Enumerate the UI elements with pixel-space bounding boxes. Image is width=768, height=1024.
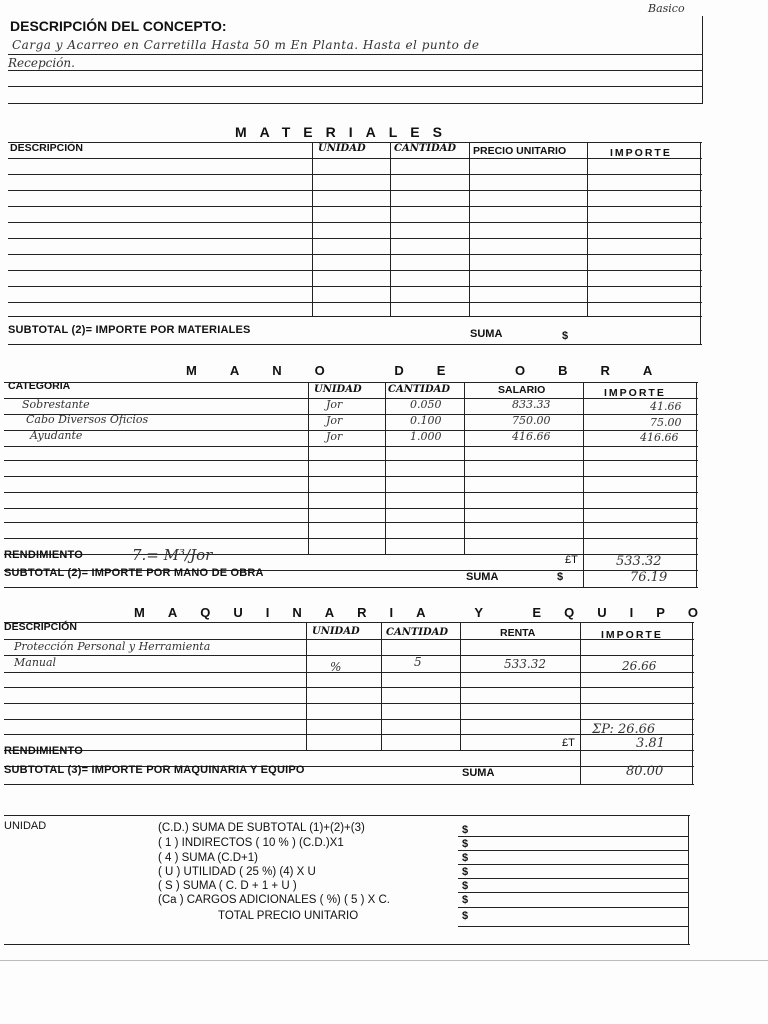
table-row-line — [4, 554, 698, 555]
col-divider — [385, 382, 386, 554]
maquinaria-suma-label: SUMA — [462, 767, 495, 779]
table-border — [4, 944, 690, 945]
mano-obra-suma-label: SUMA — [466, 571, 499, 583]
concept-text-line2: Recepción. — [8, 56, 75, 70]
col-divider — [688, 815, 689, 945]
resumen-currency: $ — [462, 894, 469, 906]
mano-obra-rendimiento-label: RENDIMIENTO — [4, 549, 84, 561]
materiales-currency: $ — [562, 330, 569, 342]
concept-heading: DESCRIPCIÓN DEL CONCEPTO: — [10, 18, 227, 34]
maquinaria-suma-value: 80.00 — [626, 764, 664, 779]
table-border — [4, 382, 698, 383]
value-line — [458, 864, 688, 865]
col-divider — [580, 622, 581, 784]
table-border — [4, 784, 694, 785]
table-row-line — [4, 398, 698, 399]
corner-note: Basico — [648, 2, 685, 15]
table-row-line — [4, 750, 694, 751]
table-row-line — [4, 522, 698, 523]
row-categoria: Sobrestante — [22, 398, 90, 411]
table-row-line — [4, 538, 698, 539]
table-row-line — [4, 719, 694, 720]
col-divider — [381, 622, 382, 750]
table-border — [4, 622, 694, 623]
col-header-cantidad: CANTIDAD — [388, 384, 451, 395]
divider — [8, 54, 702, 55]
row-categoria: Cabo Diversos Oficios — [26, 413, 149, 426]
col-divider — [700, 142, 701, 344]
row-cantidad: 5 — [414, 655, 422, 669]
col-header-unidad: UNIDAD — [312, 626, 360, 637]
row-categoria: Ayudante — [30, 429, 83, 442]
row-salario: 833.33 — [512, 398, 551, 411]
resumen-currency: $ — [462, 824, 469, 836]
maquinaria-ep-value: ΣP: 26.66 — [592, 722, 656, 737]
table-row-line — [8, 316, 702, 317]
row-salario: 750.00 — [512, 414, 551, 427]
mano-obra-rendimiento-value: 7.= M³/Jor — [132, 546, 213, 564]
table-row-line — [4, 655, 694, 656]
maquinaria-et-value: 3.81 — [636, 736, 665, 751]
table-border — [4, 587, 698, 588]
col-divider — [306, 622, 307, 750]
table-row-line — [8, 190, 702, 191]
col-header-importe: IMPORTE — [604, 387, 666, 399]
maquinaria-title: MAQUINARIA Y EQUIPO — [134, 605, 722, 620]
resumen-currency: $ — [462, 880, 469, 892]
resumen-currency: $ — [462, 866, 469, 878]
table-row-line — [4, 508, 698, 509]
divider — [8, 70, 702, 71]
row-importe: 26.66 — [622, 659, 657, 673]
concept-section — [0, 0, 768, 110]
col-header-cantidad: CANTIDAD — [394, 143, 457, 154]
materiales-subtotal-label: SUBTOTAL (2)= IMPORTE POR MATERIALES — [8, 324, 251, 336]
resumen-currency: $ — [462, 852, 469, 864]
table-row-line — [4, 492, 698, 493]
table-row-line — [4, 446, 698, 447]
row-unidad: Jor — [326, 414, 343, 427]
row-unidad: % — [330, 660, 342, 674]
table-row-line — [4, 430, 698, 431]
col-divider — [583, 382, 584, 587]
col-divider — [464, 382, 465, 554]
col-header-unidad: UNIDAD — [314, 384, 362, 395]
col-header-descripcion: DESCRIPCIÓN — [4, 621, 77, 633]
row-descripcion-cont: Manual — [14, 656, 57, 669]
value-line — [458, 836, 688, 837]
mano-obra-subtotal-label: SUBTOTAL (2)= IMPORTE POR MANO DE OBRA — [4, 567, 264, 579]
table-row-line — [8, 238, 702, 239]
row-cantidad: 0.100 — [410, 414, 442, 427]
row-cantidad: 0.050 — [410, 398, 442, 411]
table-row-line — [4, 476, 698, 477]
row-cantidad: 1.000 — [410, 430, 442, 443]
value-line — [458, 850, 688, 851]
row-importe: 416.66 — [640, 431, 679, 444]
value-line — [458, 926, 688, 927]
table-row-line — [4, 703, 694, 704]
mano-obra-suma-value: 76.19 — [630, 570, 668, 585]
col-divider — [696, 382, 697, 587]
row-importe: 41.66 — [650, 400, 682, 413]
row-renta: 533.32 — [504, 657, 546, 671]
concept-text-line1: Carga y Acarreo en Carretilla Hasta 50 m En Planta. Hasta el punto de — [12, 38, 480, 52]
maquinaria-subtotal-label: SUBTOTAL (3)= IMPORTE POR MAQUINARIA Y EQUIPO — [4, 764, 305, 776]
mano-obra-et-label: £T — [565, 554, 578, 566]
divider — [8, 86, 702, 87]
resumen-line-indirectos: ( 1 ) INDIRECTOS ( 10 % ) (C.D.)X1 — [158, 837, 344, 849]
row-importe: 75.00 — [650, 416, 682, 429]
materiales-title: MATERIALES — [235, 124, 455, 140]
row-unidad: Jor — [326, 430, 343, 443]
col-header-precio: PRECIO UNITARIO — [473, 145, 567, 157]
row-descripcion: Protección Personal y Herramienta — [14, 640, 211, 653]
table-row-line — [4, 672, 694, 673]
col-divider — [587, 142, 588, 316]
col-header-renta: RENTA — [500, 627, 536, 639]
col-header-unidad: UNIDAD — [318, 143, 366, 154]
col-divider — [692, 622, 693, 784]
row-salario: 416.66 — [512, 430, 551, 443]
col-header-categoria: CATEGORIA — [8, 380, 71, 392]
table-row-line — [4, 460, 698, 461]
table-row-line — [8, 286, 702, 287]
col-header-importe: IMPORTE — [610, 147, 672, 159]
mano-obra-et-value: 533.32 — [616, 554, 662, 569]
resumen-line-cargos: (Ca ) CARGOS ADICIONALES ( %) ( 5 ) X C. — [158, 894, 390, 906]
value-line — [458, 892, 688, 893]
col-divider — [469, 142, 470, 316]
col-divider — [460, 622, 461, 750]
materiales-suma-label: SUMA — [470, 328, 503, 340]
resumen-currency: $ — [462, 838, 469, 850]
col-header-descripcion: DESCRIPCIÓN — [10, 142, 83, 154]
resumen-currency: $ — [462, 910, 469, 922]
resumen-unidad-label: UNIDAD — [4, 820, 47, 832]
table-border — [8, 142, 702, 143]
resumen-line-suma-cd1: ( 4 ) SUMA (C.D+1) — [158, 852, 259, 864]
table-row-line — [4, 687, 694, 688]
col-divider — [390, 142, 391, 316]
table-border — [4, 815, 690, 816]
col-header-salario: SALARIO — [498, 384, 546, 396]
value-line — [458, 907, 688, 908]
table-row-line — [8, 174, 702, 175]
table-border — [8, 344, 702, 345]
col-header-importe: IMPORTE — [601, 629, 663, 641]
resumen-line-cd: (C.D.) SUMA DE SUBTOTAL (1)+(2)+(3) — [158, 822, 365, 834]
table-row-line — [8, 222, 702, 223]
col-header-cantidad: CANTIDAD — [386, 627, 449, 638]
divider — [702, 16, 703, 104]
resumen-line-total: TOTAL PRECIO UNITARIO — [218, 910, 359, 922]
table-row-line — [8, 254, 702, 255]
table-row-line — [8, 206, 702, 207]
col-divider — [312, 142, 313, 316]
table-row-line — [8, 270, 702, 271]
col-divider — [308, 382, 309, 554]
resumen-line-utilidad: ( U ) UTILIDAD ( 25 %) (4) X U — [158, 866, 316, 878]
resumen-line-suma-s: ( S ) SUMA ( C. D + 1 + U ) — [158, 880, 297, 892]
table-row-line — [4, 734, 694, 735]
row-unidad: Jor — [326, 398, 343, 411]
mano-obra-currency: $ — [557, 571, 564, 583]
divider — [8, 103, 702, 104]
table-row-line — [8, 302, 702, 303]
mano-obra-title: MANO DE OBRA — [186, 363, 686, 378]
page-edge — [0, 960, 768, 961]
value-line — [458, 878, 688, 879]
maquinaria-et-label: £T — [562, 737, 575, 749]
maquinaria-rendimiento-label: RENDIMIENTO — [4, 745, 84, 757]
table-row-line — [8, 158, 702, 159]
